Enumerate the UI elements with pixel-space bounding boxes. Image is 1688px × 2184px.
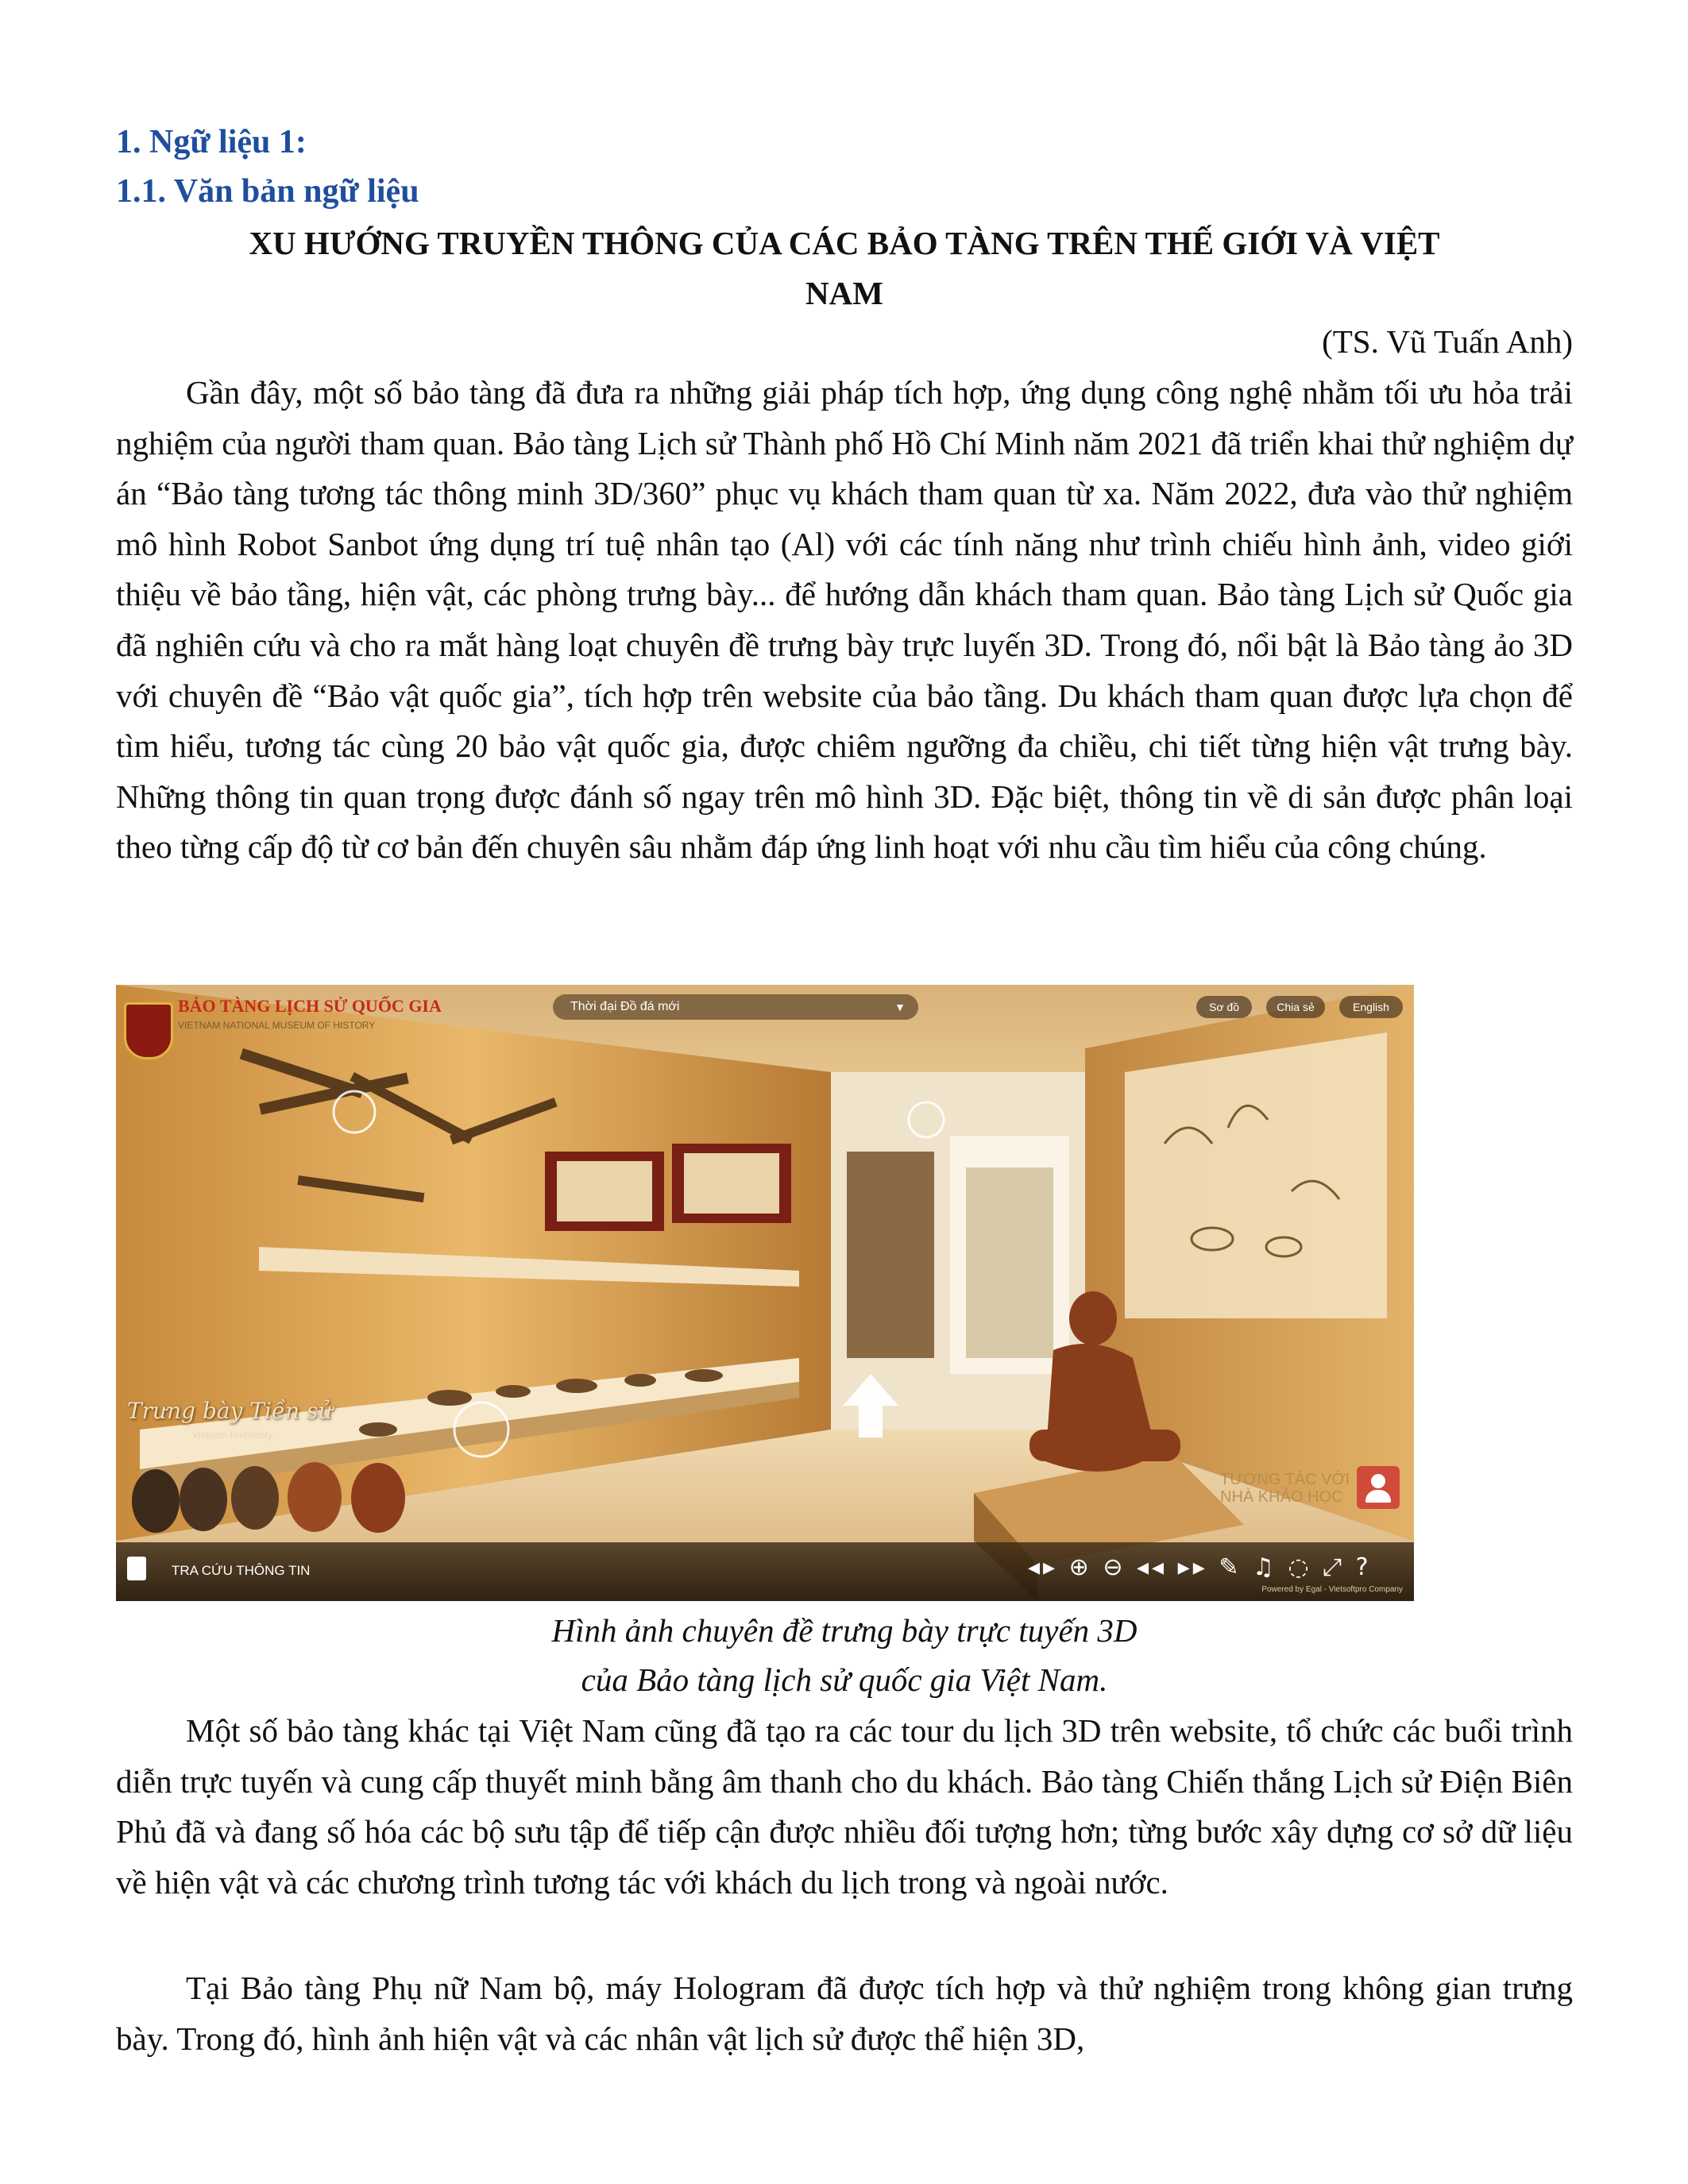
chevron-down-icon: ▼	[894, 1001, 906, 1013]
exhibit-sublabel: Vietnam Prehistory	[192, 1430, 273, 1441]
tour-controls-icons[interactable]: ◂▸ ⊕ ⊖ ◂◂ ▸▸ ✎ ♫ ◌ ⤢ ?	[1028, 1553, 1372, 1581]
book-icon[interactable]	[127, 1557, 146, 1580]
article-author: (TS. Vũ Tuấn Anh)	[1322, 323, 1573, 360]
exhibit-label[interactable]: Trưng bày Tiền sử	[127, 1398, 333, 1424]
share-button[interactable]: Chia sẻ	[1266, 996, 1325, 1018]
interact-archaeologist-label[interactable]	[1220, 1471, 1350, 1506]
museum-scene	[116, 985, 1414, 1601]
virtual-museum-screenshot	[116, 985, 1414, 1601]
map-button[interactable]: Sơ đồ	[1196, 996, 1252, 1018]
figure-caption-line-2: của Bảo tàng lịch sử quốc gia Việt Nam.	[581, 1661, 1108, 1698]
lookup-info-button[interactable]: TRA CỨU THÔNG TIN	[172, 1563, 311, 1578]
archaeologist-avatar-icon[interactable]	[1357, 1466, 1400, 1509]
section-heading: 1. Ngữ liệu 1:	[116, 124, 307, 160]
logo-subtitle: VIETNAM NATIONAL MUSEUM OF HISTORY	[178, 1020, 376, 1031]
era-select-dropdown[interactable]	[553, 994, 918, 1020]
museum-emblem-icon	[124, 1002, 173, 1059]
interact-label-line-2: NHÀ KHẢO HỌC	[1220, 1488, 1343, 1506]
interact-label-line-1: TƯƠNG TÁC VỚI	[1220, 1471, 1350, 1488]
figure-caption-line-1: Hình ảnh chuyên đề trưng bày trực tuyến 3D	[551, 1612, 1138, 1649]
era-select-value: Thời đại Đồ đá mới	[570, 1000, 680, 1013]
museum-logo[interactable]	[121, 988, 442, 1059]
powered-by-credit: Powered by Egal - Vietsoftpro Company	[1261, 1585, 1403, 1594]
logo-title: BẢO TÀNG LỊCH SỬ QUỐC GIA	[178, 996, 442, 1016]
paragraph-2: Một số bảo tàng khác tại Việt Nam cũng đã tạo ra các tour du lịch 3D trên website, tổ chức các buổi trình diễn trực tuyến và cung cấp thuyết minh bằng âm thanh cho du khách. Bảo tàng Chiến thắng Lịch sử Điện Biên Phủ đã và đang số hóa các bộ sưu tập để tiếp cận được nhiều đối tượng hơn; từng bước xây dựng cơ sở dữ liệu về hiện vật và các chương trình tương tác với khách du lịch trong và ngoài nước.	[116, 1712, 1573, 1900]
subsection-heading: 1.1. Văn bản ngữ liệu	[116, 173, 419, 210]
paragraph-3: Tại Bảo tàng Phụ nữ Nam bộ, máy Hologram đã được tích hợp và thử nghiệm trong không gian trưng bày. Trong đó, hình ảnh hiện vật và các nhân vật lịch sử được thể hiện 3D,	[116, 1970, 1573, 2057]
article-title-line-2: NAM	[805, 275, 883, 311]
english-button[interactable]: English	[1339, 996, 1403, 1018]
article-title-line-1: XU HƯỚNG TRUYỀN THÔNG CỦA CÁC BẢO TÀNG TRÊN THẾ GIỚI VÀ VIỆT	[249, 225, 1440, 261]
paragraph-1: Gần đây, một số bảo tàng đã đưa ra những giải pháp tích hợp, ứng dụng công nghệ nhằm tối ưu hỏa trải nghiệm của người tham quan. Bảo tàng Lịch sử Thành phố Hồ Chí Minh năm 2021 đã triển khai thử nghiệm dự án “Bảo tàng tương tác thông minh 3D/360” phục vụ khách tham quan từ xa. Năm 2022, đưa vào thử nghiệm mô hình Robot Sanbot ứng dụng trí tuệ nhân tạo (Al) với các tính năng như trình chiếu hình ảnh, video giới thiệu về bảo tầng, hiện vật, các phòng trưng bày... để hướng dẫn khách tham quan. Bảo tàng Lịch sử Quốc gia đã nghiên cứu và cho ra mắt hàng loạt chuyên đề trưng bày trực luyến 3D. Trong đó, nổi bật là Bảo tàng ảo 3D với chuyên đề “Bảo vật quốc gia”, tích hợp trên website của bảo tầng. Du khách tham quan được lựa chọn để tìm hiểu, tương tác cùng 20 bảo vật quốc gia, được chiêm ngưỡng đa chiều, chi tiết từng hiện vật trưng bày. Những thông tin quan trọng được đánh số ngay trên mô hình 3D. Đặc biệt, thông tin về di sản được phân loại theo từng cấp độ từ cơ bản đến chuyên sâu nhằm đáp ứng linh hoạt với nhu cầu tìm hiểu của công chúng.	[116, 374, 1573, 866]
